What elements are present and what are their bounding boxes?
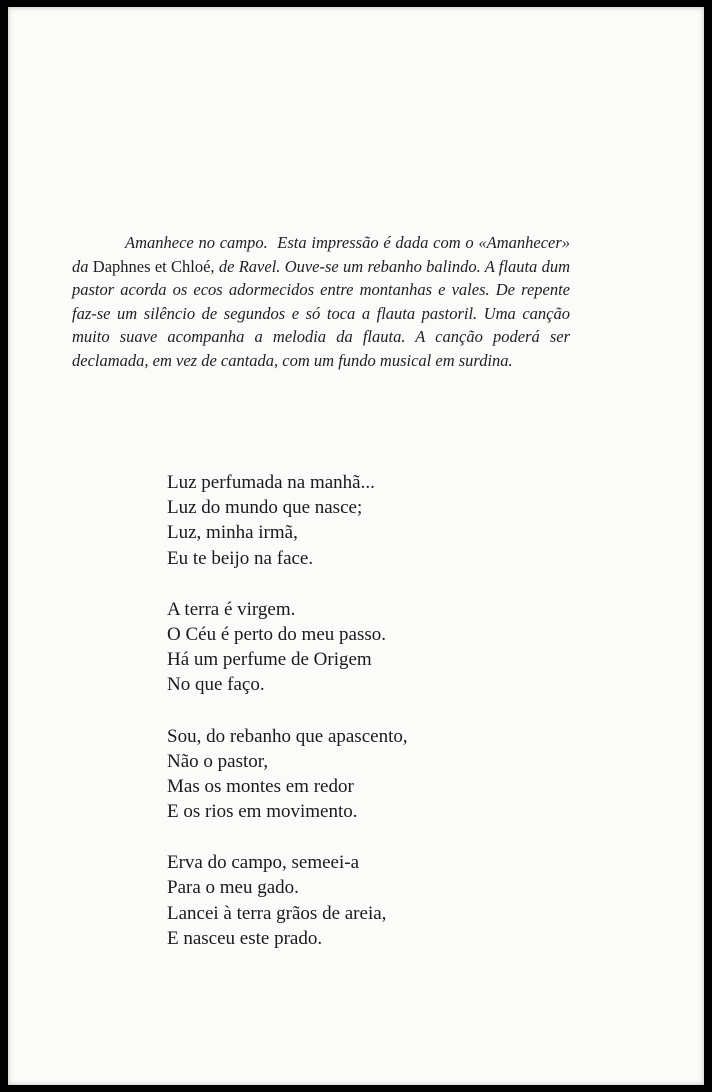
- poem-line: Sou, do rebanho que apascento,: [167, 725, 408, 747]
- poem-line: No que faço.: [167, 674, 265, 696]
- poem-line: A terra é virgem.: [167, 598, 296, 620]
- poem-line: Não o pastor,: [167, 750, 269, 772]
- poem: [167, 470, 408, 977]
- stage-direction: [72, 231, 570, 373]
- stanza-3: [167, 724, 408, 825]
- intro-sentence-2: Esta impressão é dada com o: [277, 233, 474, 252]
- intro-sentence-1: Amanhece no campo.: [125, 233, 268, 252]
- stanza-1: [167, 470, 408, 571]
- poem-line: Luz perfumada na manhã...: [167, 472, 375, 493]
- intro-sentence-3: «Amanhecer» da: [72, 233, 571, 276]
- stage-direction-paragraph: [72, 231, 570, 373]
- stanza-4: [167, 850, 408, 951]
- poem-line: Para o meu gado.: [167, 877, 299, 899]
- work-title: Daphnes et Chloé,: [92, 256, 215, 276]
- poem-line: O Céu é perto do meu passo.: [167, 623, 386, 645]
- poem-line: Luz do mundo que nasce;: [167, 497, 363, 519]
- intro-sentence-4: de Ravel. Ouve-se um rebanho balindo. A flauta dum pastor acorda os ecos adormecidos entre montanhas e vales. De repente faz-se um silêncio de segundos e só toca a flauta pastoril. Uma canção muito suave acompanha a melodia da flauta. A canção poderá ser declamada, em vez de cantada, com um fundo musical em surdina.: [72, 256, 570, 370]
- poem-line: Mas os montes em redor: [167, 775, 354, 797]
- poem-line: Lancei à terra grãos de areia,: [167, 902, 387, 924]
- poem-line: Há um perfume de Origem: [167, 649, 372, 671]
- poem-line: Luz, minha irmã,: [167, 522, 298, 544]
- poem-line: Erva do campo, semeei-a: [167, 852, 360, 874]
- stanza-2: [167, 597, 408, 698]
- book-page: [8, 7, 704, 1085]
- poem-line: E nasceu este prado.: [167, 927, 323, 949]
- poem-line: E os rios em movimento.: [167, 801, 358, 823]
- poem-line: Eu te beijo na face.: [167, 547, 314, 569]
